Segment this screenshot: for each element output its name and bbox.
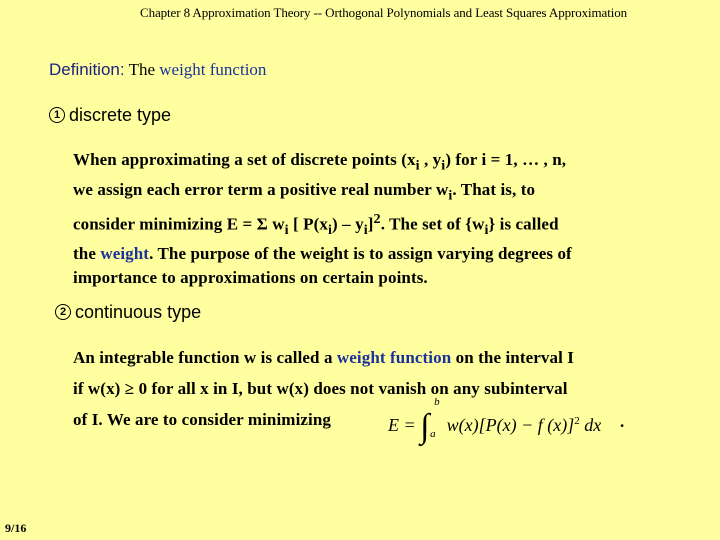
- discrete-line-3: consider minimizing E = Σ $w_i$ [ $P(x_i) - y_i]^2$. The set of $\{w_i\}$ is called: [73, 210, 559, 238]
- definition-label: Definition:: [49, 60, 125, 79]
- slide-header: Chapter 8 Approximation Theory -- Orthogonal Polynomials and Least Squares Approximation: [140, 5, 628, 20]
- formula-trailing-period: .: [620, 412, 625, 431]
- page-number: 9/16: [5, 521, 27, 535]
- number-two-icon: 2: [55, 304, 71, 320]
- formula-integrand: w(x)[P(x) − f (x)]: [446, 415, 575, 435]
- continuous-heading: continuous type: [75, 302, 202, 322]
- integral-sign: [420, 396, 442, 445]
- definition-line: [49, 60, 266, 80]
- formula-exponent: 2: [574, 415, 580, 427]
- formula-differential: dx: [584, 415, 602, 435]
- continuous-line-1: An integrable function w is called a weight function on the interval I: [73, 348, 574, 367]
- discrete-heading-row: [49, 105, 171, 126]
- definition-term: weight function: [159, 60, 267, 79]
- integral-symbol-icon: ∫: [420, 408, 430, 445]
- number-one-icon: 1: [49, 107, 65, 123]
- continuous-line-3: of I. We are to consider minimizing: [73, 410, 332, 429]
- weight-function-term: weight function: [336, 348, 452, 367]
- discrete-line-5: importance to approximations on certain points.: [73, 267, 428, 287]
- continuous-heading-row: [55, 302, 201, 323]
- error-integral-formula: [388, 396, 602, 445]
- formula-lhs: E =: [388, 415, 416, 435]
- integral-upper-limit: b: [434, 396, 440, 408]
- discrete-line-1: When approximating a set of discrete points ($x_i$ , $y_i$) for i = 1, … , n,: [73, 150, 567, 174]
- discrete-heading: discrete type: [69, 105, 172, 125]
- integral-lower-limit: a: [430, 428, 436, 440]
- discrete-paragraph: [73, 148, 572, 289]
- definition-text: The: [128, 60, 160, 79]
- discrete-line-4: the weight. The purpose of the weight is to assign varying degrees of: [73, 244, 572, 264]
- continuous-line-2: if w(x) ≥ 0 for all x in I, but w(x) does not vanish on any subinterval: [73, 379, 568, 398]
- discrete-line-2: we assign each error term a positive real number $w_i$. That is, to: [73, 179, 536, 204]
- weight-term: weight: [100, 244, 150, 264]
